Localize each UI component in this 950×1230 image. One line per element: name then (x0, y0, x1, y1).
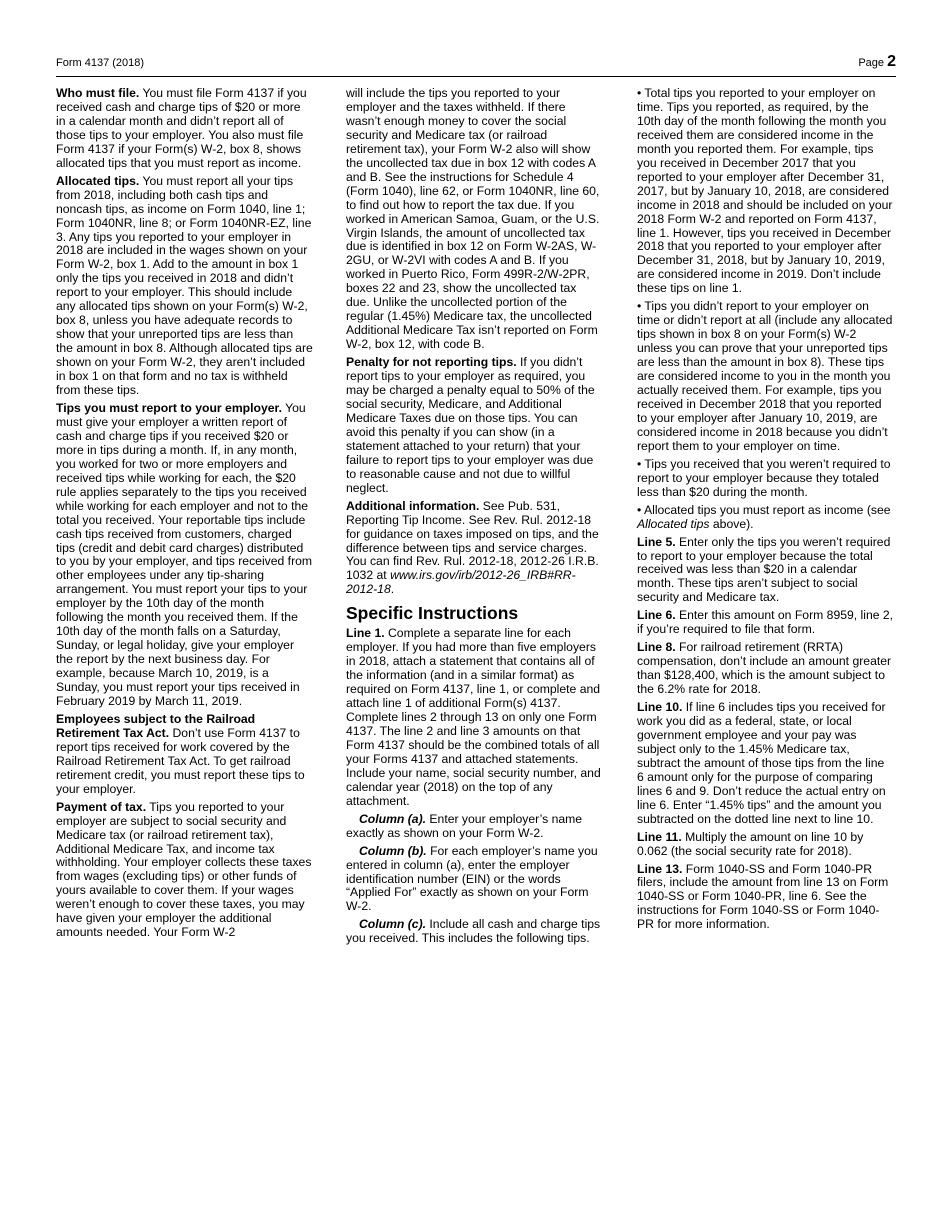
payment-of-tax: Payment of tax. Tips you reported to your employer are subject to social security and Medicare tax (or railroad retirement tax), Additional Medicare Tax, and income tax withholding. Your employer collects these taxes from wages (excluding tips) or other funds of yours available to cover them. If your wages weren’t enough to cover these taxes, you may have given your employer the additional amounts needed. Your Form W-2 (56, 799, 312, 940)
bullet-under-20: • Tips you received that you weren’t required to report to your employer because they totaled less than $20 during the month. (637, 456, 891, 499)
penalty: Penalty for not reporting tips. If you didn’t report tips to your employer as required, you may be charged a penalty equal to 50% of the social security, Medicare, and Additional Medicare Taxes due on those tips. You can avoid this penalty if you can show (in a statement attached to your return) that your failure to report tips to your employer was due to reasonable cause and not due to willful neglect. (346, 355, 595, 495)
additional-information: Additional information. See Pub. 531, Reporting Tip Income. See Rev. Rul. 2012-18 for guidance on taxes imposed on tips, and the difference between tips and service charges. You can find Rev. Rul. 2012-18, 2012-26 I.R.B. 1032 at www.irs.gov/irb/2012-26_IRB#RR-2012-18. (346, 498, 599, 597)
line-10: Line 10. If line 6 includes tips you received for work you did as a federal, state, or local government employee and your pay was subject only to the 1.45% Medicare tax, subtract the amount of those tips from the line 6 amount only for the purpose of comparing lines 6 and 9. Don’t reduce the actual entry on line 6. Enter “1.45% tips” and the amount you subtracted on the dotted line next to line 10. (637, 700, 886, 826)
page-header (56, 55, 896, 75)
line-13: Line 13. Form 1040-SS and Form 1040-PR filers, include the amount from line 13 on Form 1040-SS or Form 1040-PR, line 6. See the instructions for Form 1040-SS or Form 1040-PR for more information. (637, 861, 889, 932)
column-1 (56, 87, 313, 944)
bullet-not-reported: • Tips you didn’t report to your employer on time or didn’t report at all (include any allocated tips shown in box 8 on your Form(s) W-2 unless you can prove that your unreported tips are less than the amount in box 8). These tips are considered income to you in the month you actually received them. For example, tips you received in December 2018 that you reported to your employer after January 10, 2019, are considered income in 2018 because you didn’t report them to your employer on time. (637, 299, 893, 453)
line-5: Line 5. Enter only the tips you weren’t required to report to your employer because the total received was less than $20 in a calendar month. These tips aren’t subject to social security and Medicare tax. (637, 534, 891, 605)
line-11: Line 11. Multiply the amount on line 10 by 0.062 (the social security rate for 2018). (637, 829, 864, 858)
line-6: Line 6. Enter this amount on Form 8959, line 2, if you’re required to file that form. (637, 608, 894, 637)
who-must-file: Who must file. You must file Form 4137 if you received cash and charge tips of $20 or more in a calendar month and didn’t report all of those tips to your employer. You also must file Form 4137 if your Form(s) W-2, box 8, shows allocated tips that you must report as income. (56, 86, 307, 170)
column-2 (346, 87, 603, 950)
specific-instructions-heading: Specific Instructions (346, 603, 519, 624)
header-rule (56, 76, 896, 77)
bullet-reported-on-time: • Total tips you reported to your employer on time. Tips you reported, as required, by the 10th day of the month following the month you received them are considered income in the month you reported them. For example, tips you received in December 2017 that you reported to your employer after December 31, 2017, but by January 10, 2018, are considered income in 2018 and should be included on your 2018 Form W-2 and reported on Form 4137, line 1. However, tips you received in December 2018 that you reported to your employer after December 31, 2018, but by January 10, 2019, are considered income in 2019. Don’t include these tips on line 1. (637, 86, 893, 296)
line-1: Line 1. Complete a separate line for each employer. If you had more than five employers in 2018, attach a statement that contains all of the information (and in a similar format) as required on Form 4137, line 1, or complete and attach line 1 of additional Form(s) 4137. Complete lines 2 through 13 on only one Form 4137. The line 2 and line 3 amounts on that Form 4137 should be the combined totals of all your Forms 4137 and attached statements. Include your name, social security number, and calendar year (2018) on the top of any attachment. (346, 626, 601, 808)
payment-continued: will include the tips you reported to your employer and the taxes withheld. If there wasn’t enough money to cover the social security and Medicare tax (or railroad retirement tax), your Form W-2 also will show the uncollected tax due in box 12 with codes A and B. See the instructions for Schedule 4 (Form 1040), line 62, or Form 1040NR, line 60, to find out how to report the tax due. If you worked in American Samoa, Guam, or the U.S. Virgin Islands, the amount of uncollected tax due is identified in box 12 on Form W-2AS, W-2GU, or W-2VI with codes A and B. If you worked in Puerto Rico, Form 499R-2/W-2PR, boxes 22 and 23, show the uncollected tax due. Unlike the uncollected portion of the regular (1.45%) Medicare tax, the uncollected Additional Medicare Tax isn’t reported on Form W-2, box 12, with code B. (346, 86, 600, 352)
column-a: Column (a). Enter your employer’s name exactly as shown on your Form W-2. (346, 811, 583, 840)
column-3 (637, 87, 894, 936)
page-number: Page 2 (858, 53, 896, 70)
railroad-employees: Employees subject to the Railroad Retirement Tax Act. Don’t use Form 4137 to report tips received for work covered by the Railroad Retirement Tax Act. To get railroad retirement credit, you must report these tips to your employer. (56, 711, 305, 796)
column-c: Column (c). Include all cash and charge tips you received. This includes the following tips. (346, 917, 601, 946)
bullet-allocated: • Allocated tips you must report as income (see Allocated tips above). (637, 502, 891, 531)
tips-must-report: Tips you must report to your employer. You must give your employer a written report of cash and charge tips if you received $20 or more in tips during a month. If, in any month, you worked for two or more employers and received tips while working for each, the $20 rule applies separately to the tips you received while working for each employer and not to the total you received. Your reportable tips include cash tips received from customers, charged tips (credit and debit card charges) distributed to you by your employer, and tips received from other employees under any tip-sharing arrangement. You must report your tips to your employer by the 10th day of the month following the month you received them. If the 10th day of the month falls on a Saturday, Sunday, or legal holiday, give your employer the report by the next business day. For example, because March 10, 2019, is a Sunday, you must report your tips received in February 2019 by March 11, 2019. (56, 400, 313, 708)
allocated-tips: Allocated tips. You must report all your tips from 2018, including both cash tips and noncash tips, as income on Form 1040, line 1; Form 1040NR, line 8; or Form 1040NR-EZ, line 3. Any tips you reported to your employer in 2018 are included in the wages shown on your Form W-2, box 1. Add to the amount in box 1 only the tips you received in 2018 and didn’t report to your employer. This should include any allocated tips shown on your Form(s) W-2, box 8, unless you have adequate records to show that your unreported tips are less than the amount in box 8. Although allocated tips are shown on your Form W-2, they aren’t included in box 1 on that form and no tax is withheld from these tips. (56, 173, 313, 398)
column-b: Column (b). For each employer’s name you entered in column (a), enter the employer identification number (EIN) or the words “Applied For” exactly as shown on your Form W-2. (346, 843, 598, 914)
form-id: Form 4137 (2018) (56, 57, 145, 69)
line-8: Line 8. For railroad retirement (RRTA) compensation, don’t include an amount greater than $128,400, which is the amount subject to the 6.2% rate for 2018. (637, 640, 892, 697)
irs-link[interactable]: www.irs.gov/irb/2012-26_IRB#RR-2012-18 (346, 568, 576, 597)
